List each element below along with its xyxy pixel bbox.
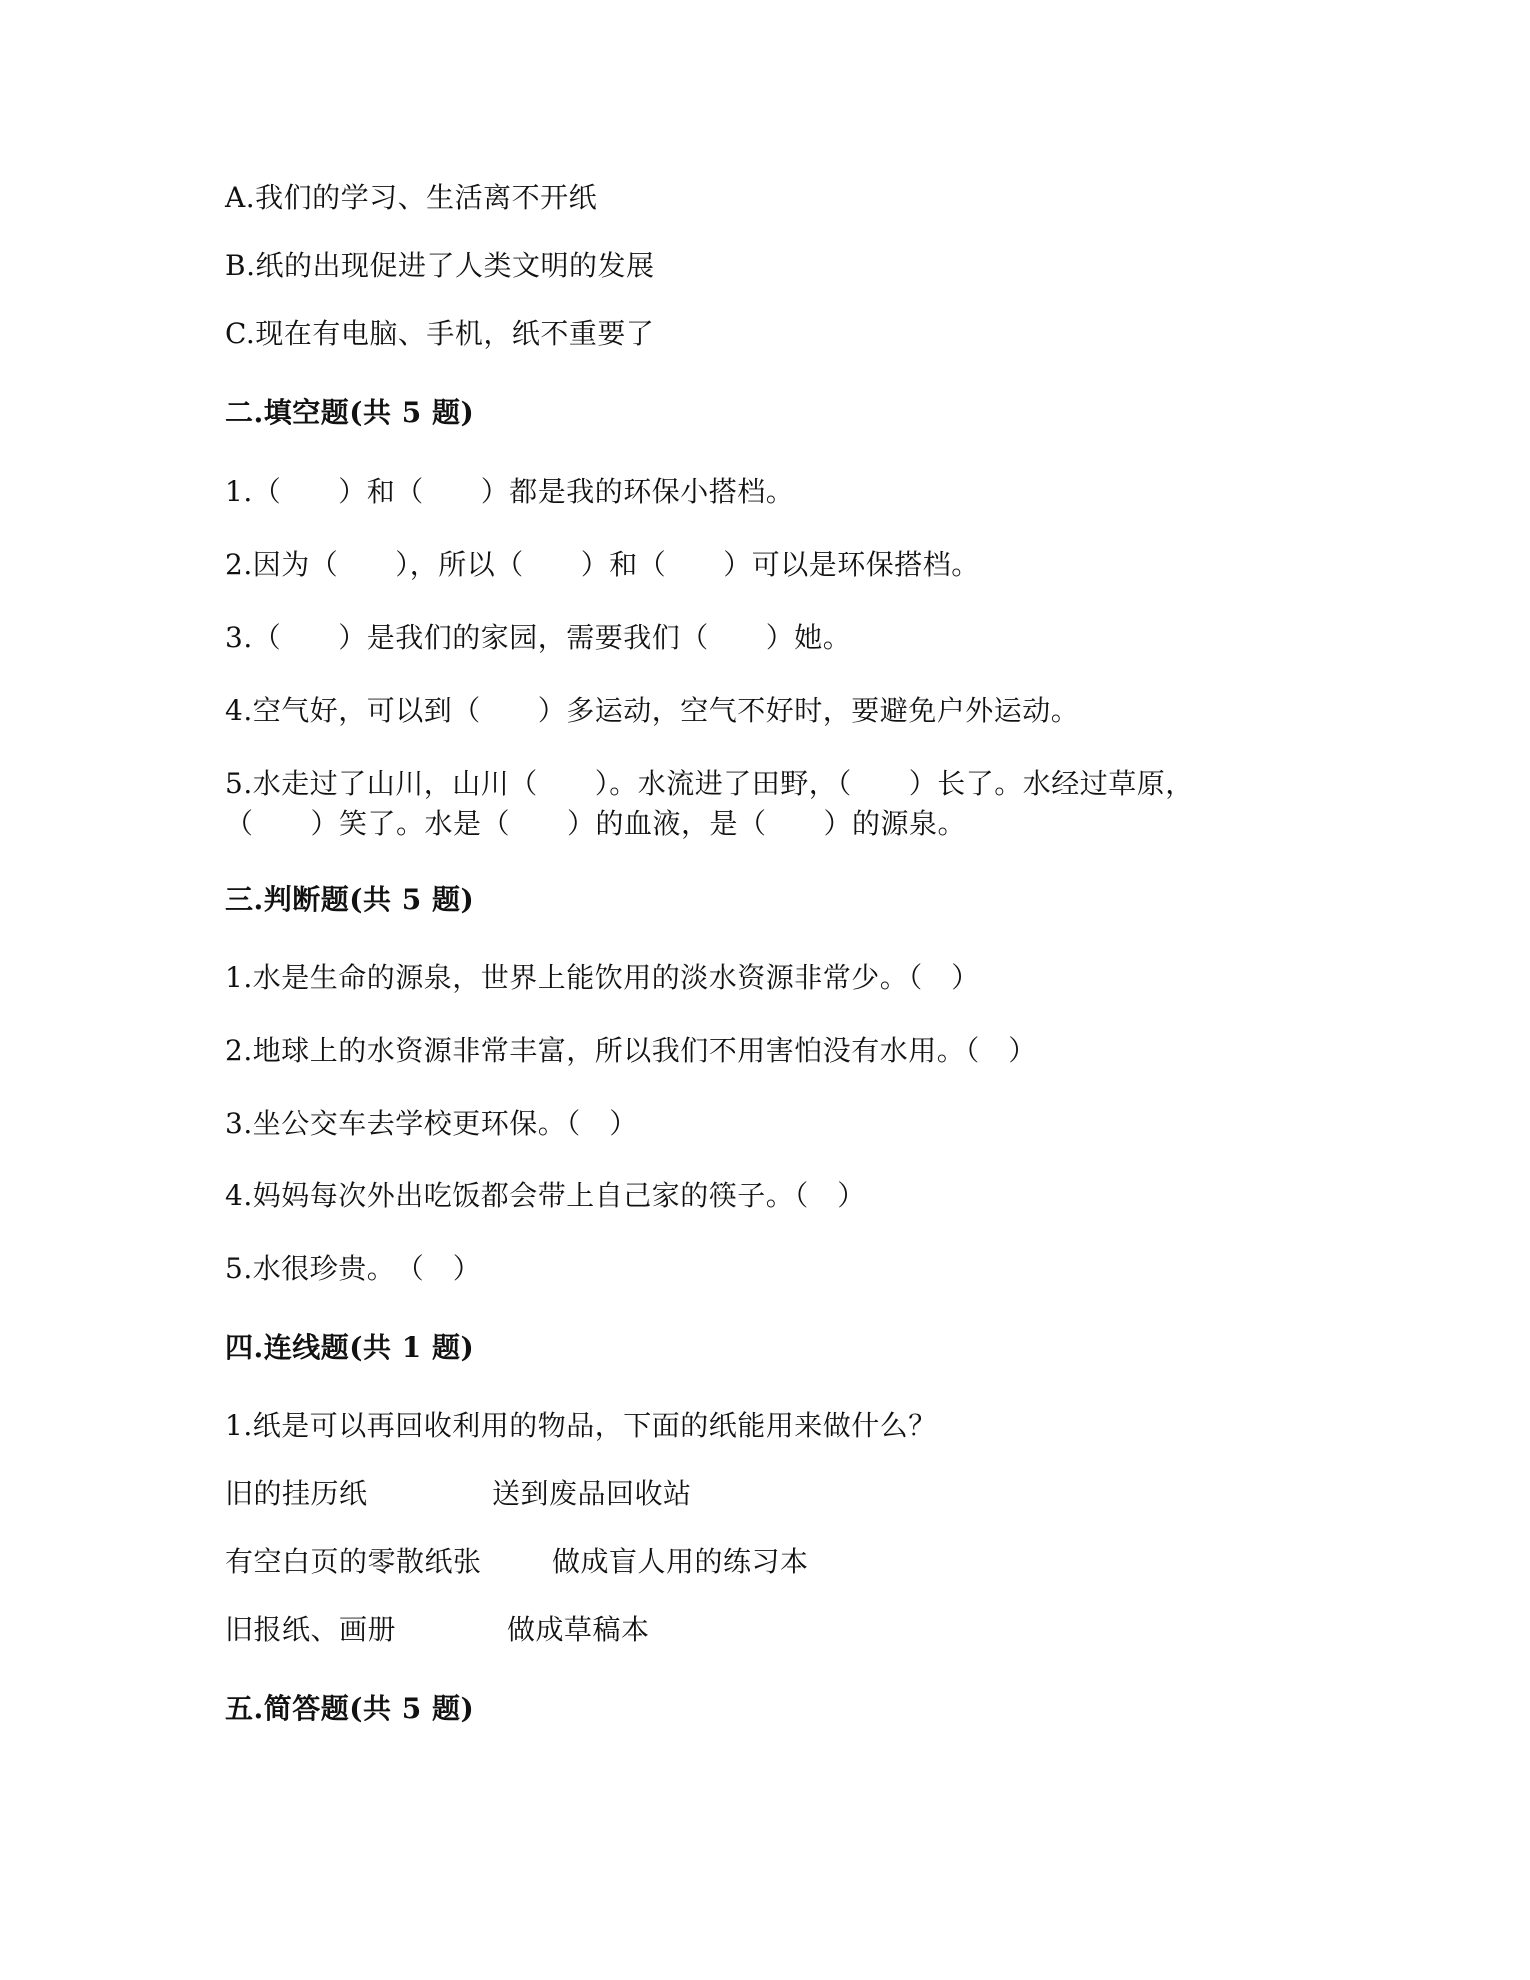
judge-item-3: 3.坐公交车去学校更环保。（ ） [225,1107,638,1140]
matching-right-item: 做成草稿本 [507,1613,650,1646]
matching-left-item: 旧的挂历纸 [225,1477,368,1510]
option-c: C.现在有电脑、手机，纸不重要了 [225,317,655,350]
fill-item-1: 1.（ ）和（ ）都是我的环保小搭档。 [225,475,795,508]
matching-question: 1.纸是可以再回收利用的物品，下面的纸能用来做什么？ [225,1409,937,1442]
judge-item-1: 1.水是生命的源泉，世界上能饮用的淡水资源非常少。（ ） [225,961,980,994]
section-2-title: 二.填空题(共 5 题) [225,396,475,429]
matching-left-item: 旧报纸、画册 [225,1613,397,1646]
fill-item-5-line-2: （ ）笑了。水是（ ）的血液，是（ ）的源泉。 [225,807,967,840]
matching-right-item: 送到废品回收站 [492,1477,692,1510]
judge-item-5: 5.水很珍贵。 （ ） [225,1252,482,1285]
judge-item-2: 2.地球上的水资源非常丰富，所以我们不用害怕没有水用。（ ） [225,1034,1037,1067]
fill-item-4: 4.空气好，可以到（ ）多运动，空气不好时，要避免户外运动。 [225,694,1080,727]
section-4-title: 四.连线题(共 1 题) [225,1331,475,1364]
judge-item-4: 4.妈妈每次外出吃饭都会带上自己家的筷子。（ ） [225,1179,866,1212]
fill-item-3: 3.（ ）是我们的家园，需要我们（ ）她。 [225,621,852,654]
matching-left-item: 有空白页的零散纸张 [225,1545,482,1578]
option-a: A.我们的学习、生活离不开纸 [225,181,598,214]
option-b: B.纸的出现促进了人类文明的发展 [225,249,655,282]
section-3-title: 三.判断题(共 5 题) [225,883,475,916]
fill-item-5-line-1: 5.水走过了山川，山川（ ）。水流进了田野，（ ）长了。水经过草原， [225,767,1194,800]
section-5-title: 五.简答题(共 5 题) [225,1692,475,1725]
fill-item-2: 2.因为（ ），所以（ ）和（ ）可以是环保搭档。 [225,548,980,581]
matching-right-item: 做成盲人用的练习本 [552,1545,809,1578]
